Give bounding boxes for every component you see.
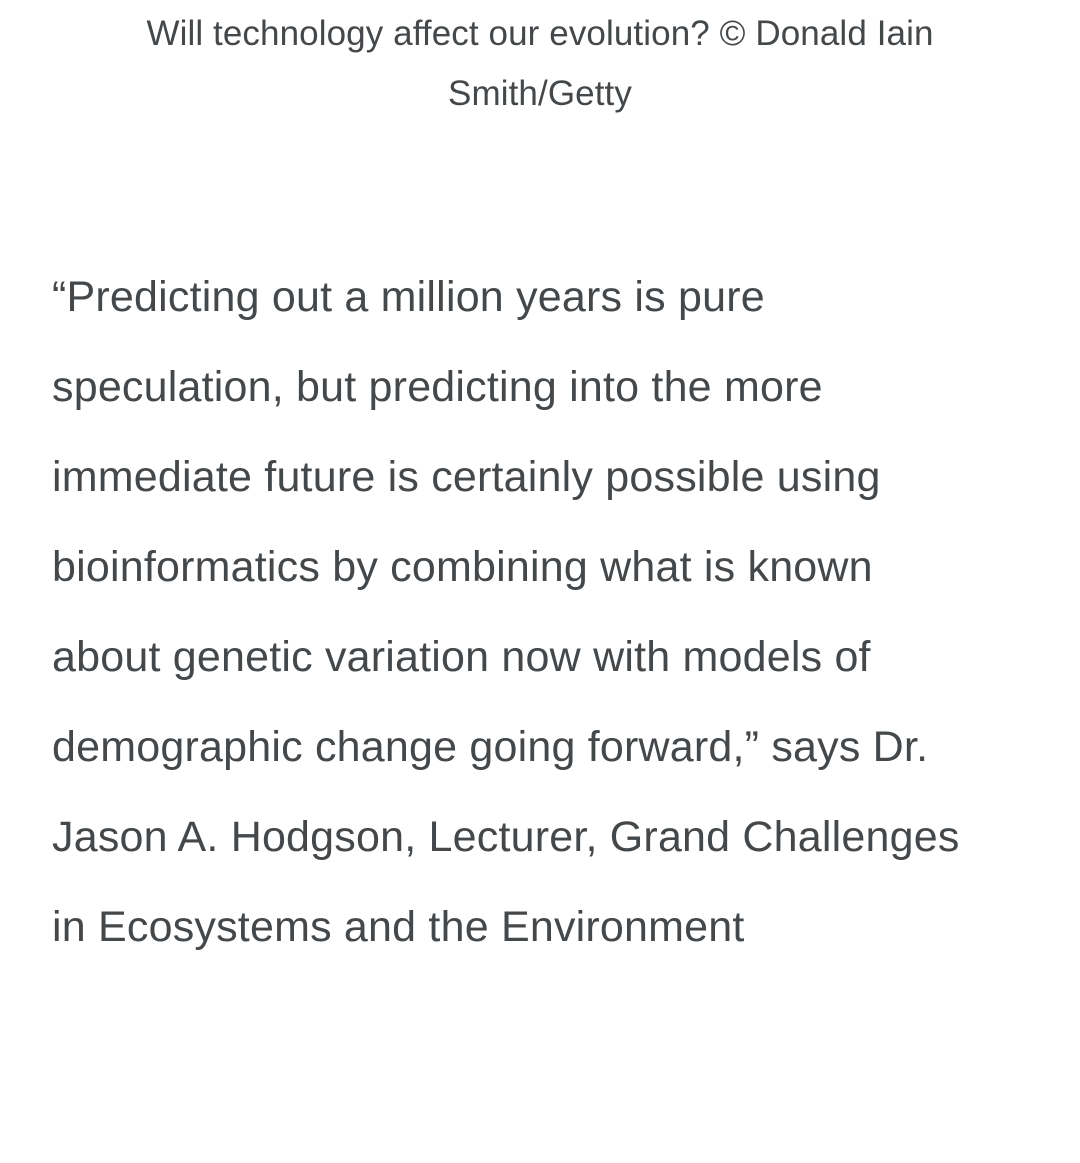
pull-quote: “Predicting out a million years is pure speculation, but predicting into the more immediate future is certainly possible using bioinformatics by combining what is known about genetic variation now with models of demographic change going forward,” says Dr. Jason A. Hodgson, Lecturer, Grand Challenges in Ecosystems and the Environment	[52, 273, 960, 951]
image-caption: Will technology affect our evolution? © Donald Iain Smith/Getty	[146, 14, 934, 113]
